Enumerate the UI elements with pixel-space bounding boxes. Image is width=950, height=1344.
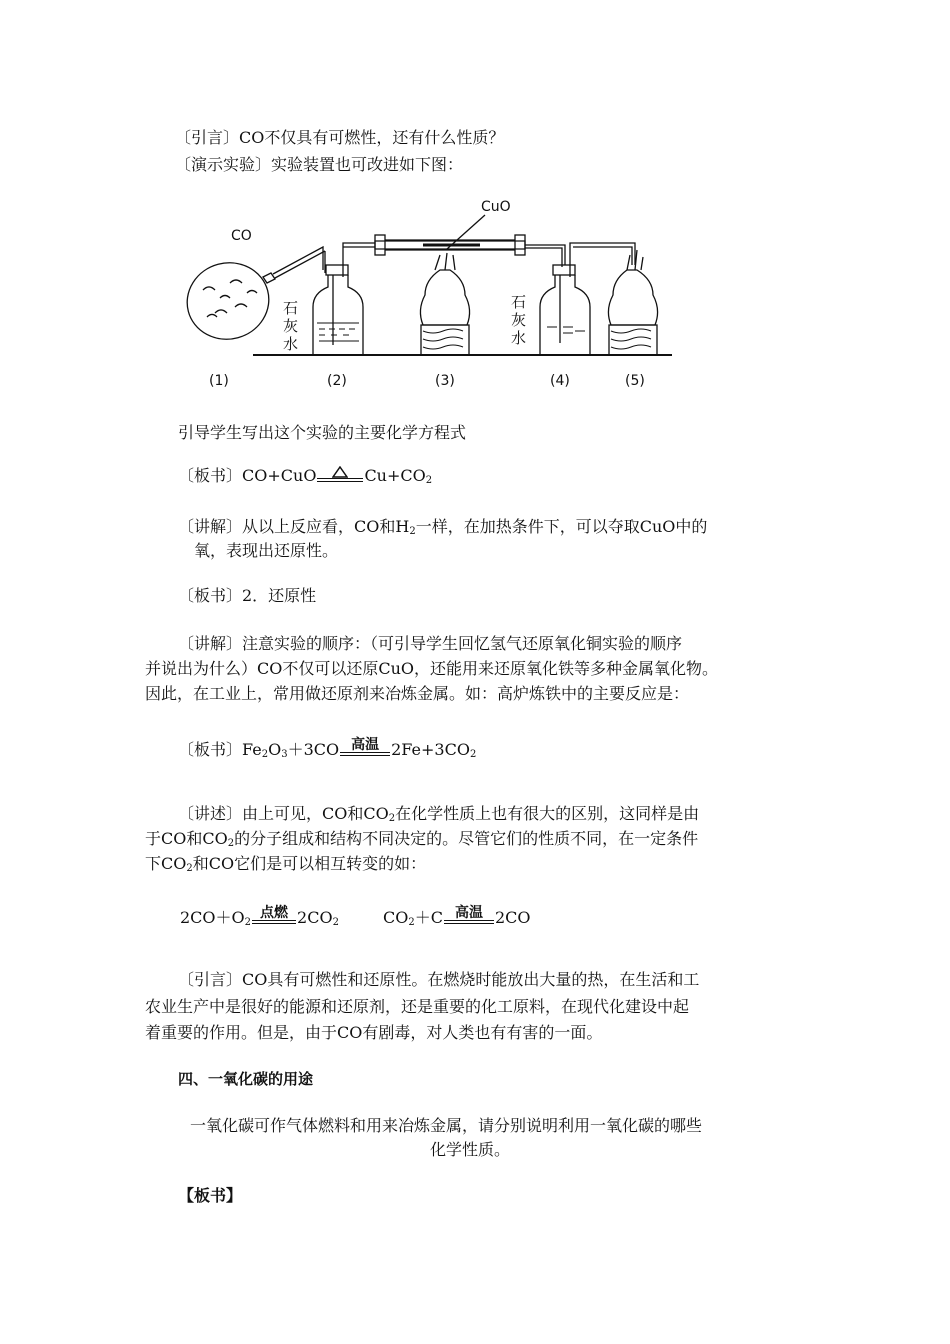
sub: 2	[244, 917, 252, 928]
text: 和CO它们是可以相互转变的如：	[192, 854, 427, 873]
text: 2CO	[297, 908, 333, 927]
explain-line-2a: 〔讲解〕注意实验的顺序：（可引导学生回忆氢气还原氧化铜实验的顺序	[178, 634, 683, 653]
sub: 2	[469, 749, 477, 760]
text: CO	[383, 908, 409, 927]
condition-text: 高温	[454, 905, 483, 921]
condition-text: 点燃	[260, 905, 289, 921]
sub: 2	[227, 838, 235, 849]
sub: 2	[425, 475, 433, 486]
heat-condition	[317, 466, 363, 487]
text: 在化学性质上也有很大的区别，这同样是由	[395, 804, 700, 823]
explain-line-1a	[178, 516, 707, 538]
triangle-heat-icon	[332, 466, 348, 478]
text: 一样，在加热条件下，可以夺取CuO中的	[415, 517, 708, 536]
intro2-line-a: 〔引言〕CO具有可燃性和还原性。在燃烧时能放出大量的热，在生活和工	[178, 970, 700, 989]
condition-text: 高温	[351, 737, 380, 753]
text: O	[268, 740, 282, 759]
board-equation-2	[178, 738, 476, 761]
text: 〔讲解〕从以上反应看，CO和H	[178, 517, 410, 536]
intro2-line-c: 着重要的作用。但是，由于CO有剧毒，对人类也有有害的一面。	[145, 1023, 603, 1042]
apparatus-label-4: (4)	[550, 373, 570, 389]
sub: 2	[409, 526, 416, 537]
sub: 2	[261, 749, 269, 760]
text: ＋C	[414, 908, 443, 927]
high-temp-condition	[444, 906, 494, 929]
limewater-label-4-1: 石	[511, 293, 527, 311]
eq-text: Cu+CO	[364, 466, 426, 485]
explain-line-1b: 氧，表现出还原性。	[194, 541, 339, 560]
intro2-line-b: 农业生产中是很好的能源和还原剂，还是重要的化工原料，在现代化建设中起	[145, 997, 690, 1016]
apparatus-label-1: (1)	[209, 373, 229, 389]
apparatus-label-2: (2)	[327, 373, 347, 389]
section-heading: 四、一氧化碳的用途	[178, 1070, 314, 1088]
experiment-apparatus-diagram	[185, 195, 675, 395]
conversion-equation-2	[383, 906, 531, 929]
demo-line: 〔演示实验〕实验装置也可改进如下图：	[175, 155, 464, 174]
text: 于CO和CO	[145, 829, 228, 848]
text: 〔板书〕Fe	[178, 740, 262, 759]
eq-text: 〔板书〕CO+CuO	[178, 466, 317, 485]
intro-line: 〔引言〕CO不仅具有可燃性，还有什么性质？	[175, 128, 505, 147]
co-label: CO	[231, 228, 252, 244]
sub: 2	[388, 813, 396, 824]
apparatus-label-5: (5)	[625, 373, 645, 389]
question-line-a: 一氧化碳可作气体燃料和用来冶炼金属，请分别说明利用一氧化碳的哪些	[190, 1116, 703, 1135]
text: 〔讲述〕由上可见，CO和CO	[178, 804, 389, 823]
explain-line-2c: 因此，在工业上，常用做还原剂来冶炼金属。如：高炉炼铁中的主要反应是：	[145, 684, 690, 703]
guide-line: 引导学生写出这个实验的主要化学方程式	[178, 423, 467, 442]
high-temp-condition	[340, 738, 390, 761]
sub: 2	[186, 863, 193, 874]
ignite-condition	[252, 906, 296, 929]
narrate-line-a	[178, 803, 699, 825]
conversion-equation-1	[180, 906, 339, 929]
board-equation-1	[178, 465, 432, 487]
narrate-line-b	[145, 828, 698, 850]
apparatus-label-3: (3)	[435, 373, 455, 389]
text: 的分子组成和结构不同决定的。尽管它们的性质不同，在一定条件	[234, 829, 699, 848]
explain-line-2b: 并说出为什么）CO不仅可以还原CuO，还能用来还原氧化铁等多种金属氧化物。	[145, 659, 719, 678]
text: 下CO	[145, 854, 187, 873]
text: 2CO＋O	[180, 908, 245, 927]
question-line-b: 化学性质。	[430, 1140, 511, 1159]
limewater-label-4-2: 灰	[511, 311, 527, 329]
sub: 2	[408, 917, 415, 928]
narrate-line-c	[145, 853, 426, 875]
limewater-label-2-1: 石	[283, 299, 299, 317]
cuo-label: CuO	[481, 199, 511, 215]
limewater-label-2-3: 水	[283, 335, 299, 353]
sub: 2	[332, 917, 339, 928]
sub: 3	[281, 749, 288, 760]
board-reducing: 〔板书〕2．还原性	[178, 586, 317, 605]
limewater-label-4-3: 水	[511, 329, 527, 347]
text: 2CO	[494, 908, 531, 927]
text: 2Fe+3CO	[391, 740, 470, 759]
limewater-label-2-2: 灰	[283, 317, 299, 335]
board-heading: 【板书】	[178, 1186, 243, 1205]
text: ＋3CO	[287, 740, 340, 759]
